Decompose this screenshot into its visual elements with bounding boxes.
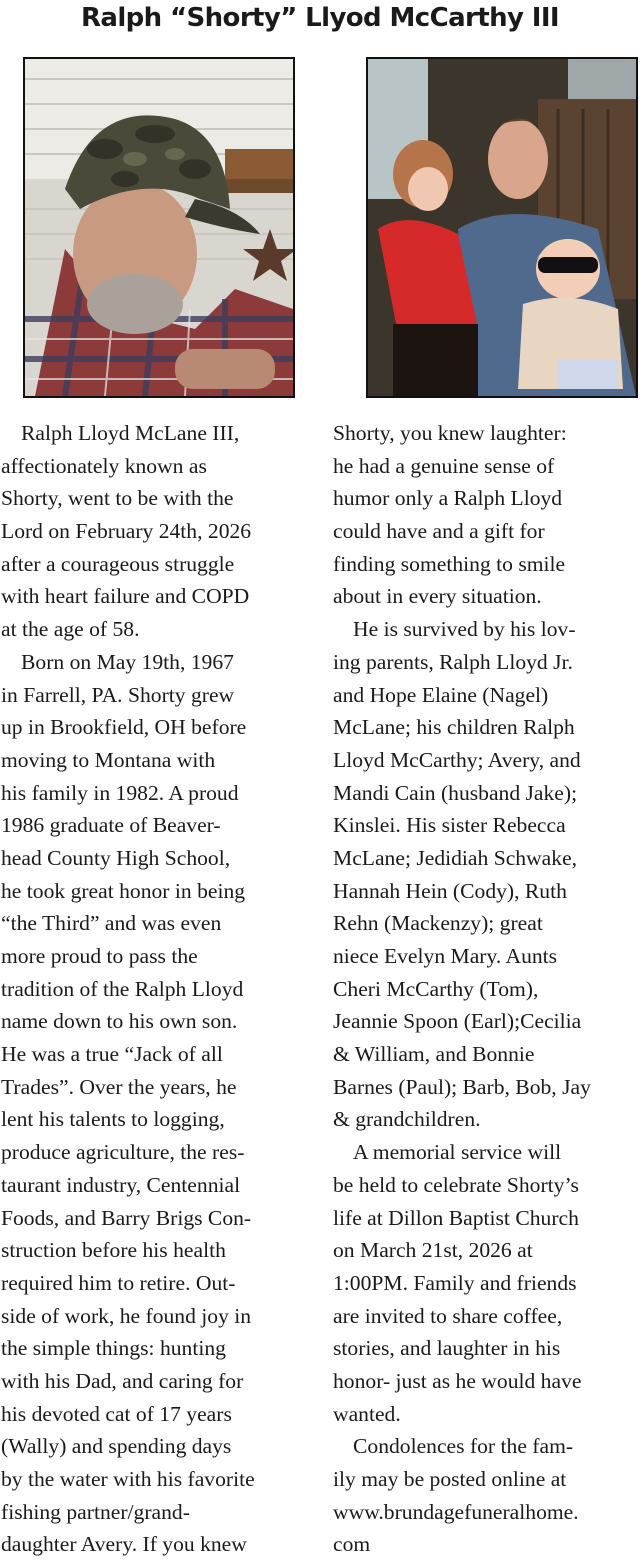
text-line: com — [333, 1532, 371, 1557]
text-line: affectionately known as — [1, 453, 207, 478]
text-line: Kinslei. His sister Rebecca — [333, 813, 566, 838]
text-line: with his Dad, and caring for — [1, 1368, 244, 1393]
text-line: finding something to smile — [333, 551, 566, 576]
text-line: at the age of 58. — [1, 617, 140, 642]
text-line: fishing partner/grand- — [1, 1499, 190, 1524]
text-line: McLane; Jedidiah Schwake, — [333, 845, 578, 870]
text-line: up in Brookfield, OH before — [1, 715, 247, 740]
text-line: the simple things: hunting — [1, 1336, 226, 1361]
text-line: side of work, he found joy in — [1, 1303, 252, 1328]
text-line: and Hope Elaine (Nagel) — [333, 682, 549, 707]
portrait-photo-image — [25, 59, 293, 396]
text-line: name down to his own son. — [1, 1009, 238, 1034]
text-line: he took great honor in being — [1, 878, 246, 903]
family-photo — [366, 57, 638, 398]
text-line: on March 21st, 2026 at — [333, 1238, 533, 1263]
text-line: lent his talents to logging, — [1, 1107, 225, 1132]
text-line: about in every situation. — [333, 584, 542, 609]
text-line: Lord on February 24th, 2026 — [1, 519, 252, 544]
text-line: with heart failure and COPD — [1, 584, 250, 609]
text-line: could have and a gift for — [333, 519, 545, 544]
text-line: & William, and Bonnie — [333, 1042, 535, 1067]
right-column — [333, 417, 640, 1561]
text-line: A memorial service will — [353, 1140, 562, 1165]
text-line: moving to Montana with — [1, 747, 216, 772]
text-line: 1:00PM. Family and friends — [333, 1270, 577, 1295]
text-line: his devoted cat of 17 years — [1, 1401, 232, 1426]
text-line: Born on May 19th, 1967 — [21, 649, 234, 674]
text-line: Foods, and Barry Brigs Con- — [1, 1205, 252, 1230]
text-line: more proud to pass the — [1, 944, 198, 968]
text-line: ily may be posted online at — [333, 1467, 567, 1491]
text-line: tradition of the Ralph Lloyd — [1, 976, 244, 1001]
text-line: he had a genuine sense of — [333, 453, 555, 478]
text-line: head County High School, — [1, 845, 231, 870]
text-line: www.brundagefuneralhome. — [333, 1499, 579, 1524]
text-line: ing parents, Ralph Lloyd Jr. — [333, 649, 573, 674]
text-line: Rehn (Mackenzy); great — [333, 911, 543, 936]
text-line: niece Evelyn Mary. Aunts — [333, 944, 558, 968]
text-line: Ralph Lloyd McLane III, — [21, 421, 240, 445]
text-line: Hannah Hein (Cody), Ruth — [333, 878, 567, 903]
text-line: by the water with his favorite — [1, 1467, 255, 1491]
text-line: are invited to share coffee, — [333, 1303, 563, 1328]
text-line: (Wally) and spending days — [1, 1434, 232, 1459]
text-line: Mandi Cain (husband Jake); — [333, 780, 578, 805]
left-column — [1, 417, 311, 1561]
text-line: Condolences for the fam- — [353, 1434, 574, 1459]
text-line: honor- just as he would have — [333, 1368, 582, 1393]
text-line: taurant industry, Centennial — [1, 1172, 241, 1197]
text-line: his family in 1982. A proud — [1, 780, 239, 805]
obituary-title: Ralph “Shorty” Llyod McCarthy III — [80, 3, 560, 33]
text-line: He is survived by his lov- — [353, 617, 576, 642]
text-line: life at Dillon Baptist Church — [333, 1205, 579, 1230]
text-line: after a courageous struggle — [1, 551, 235, 576]
text-line: Shorty, went to be with the — [1, 486, 234, 511]
text-line: be held to celebrate Shorty’s — [333, 1172, 579, 1197]
text-line: Barnes (Paul); Barb, Bob, Jay — [333, 1074, 591, 1099]
text-line: Trades”. Over the years, he — [1, 1074, 237, 1099]
text-line: Lloyd McCarthy; Avery, and — [333, 747, 581, 772]
text-line: in Farrell, PA. Shorty grew — [1, 682, 235, 707]
text-line: Cheri McCarthy (Tom), — [333, 976, 539, 1001]
text-line: stories, and laughter in his — [333, 1336, 561, 1361]
text-line: He was a true “Jack of all — [1, 1042, 223, 1067]
text-line: daughter Avery. If you knew — [1, 1532, 247, 1557]
text-line: wanted. — [333, 1401, 401, 1426]
text-line: produce agriculture, the res- — [1, 1140, 245, 1165]
text-line: McLane; his children Ralph — [333, 715, 575, 740]
text-line: humor only a Ralph Lloyd — [333, 486, 563, 511]
text-line: “the Third” and was even — [1, 911, 222, 936]
text-line: struction before his health — [1, 1238, 226, 1263]
text-line: & grandchildren. — [333, 1107, 481, 1132]
text-line: Shorty, you knew laughter: — [333, 421, 567, 445]
text-line: 1986 graduate of Beaver- — [1, 813, 221, 838]
family-photo-image — [368, 59, 636, 396]
text-line: Jeannie Spoon (Earl);Cecilia — [333, 1009, 582, 1034]
portrait-photo — [23, 57, 295, 398]
text-line: required him to retire. Out- — [1, 1270, 236, 1295]
